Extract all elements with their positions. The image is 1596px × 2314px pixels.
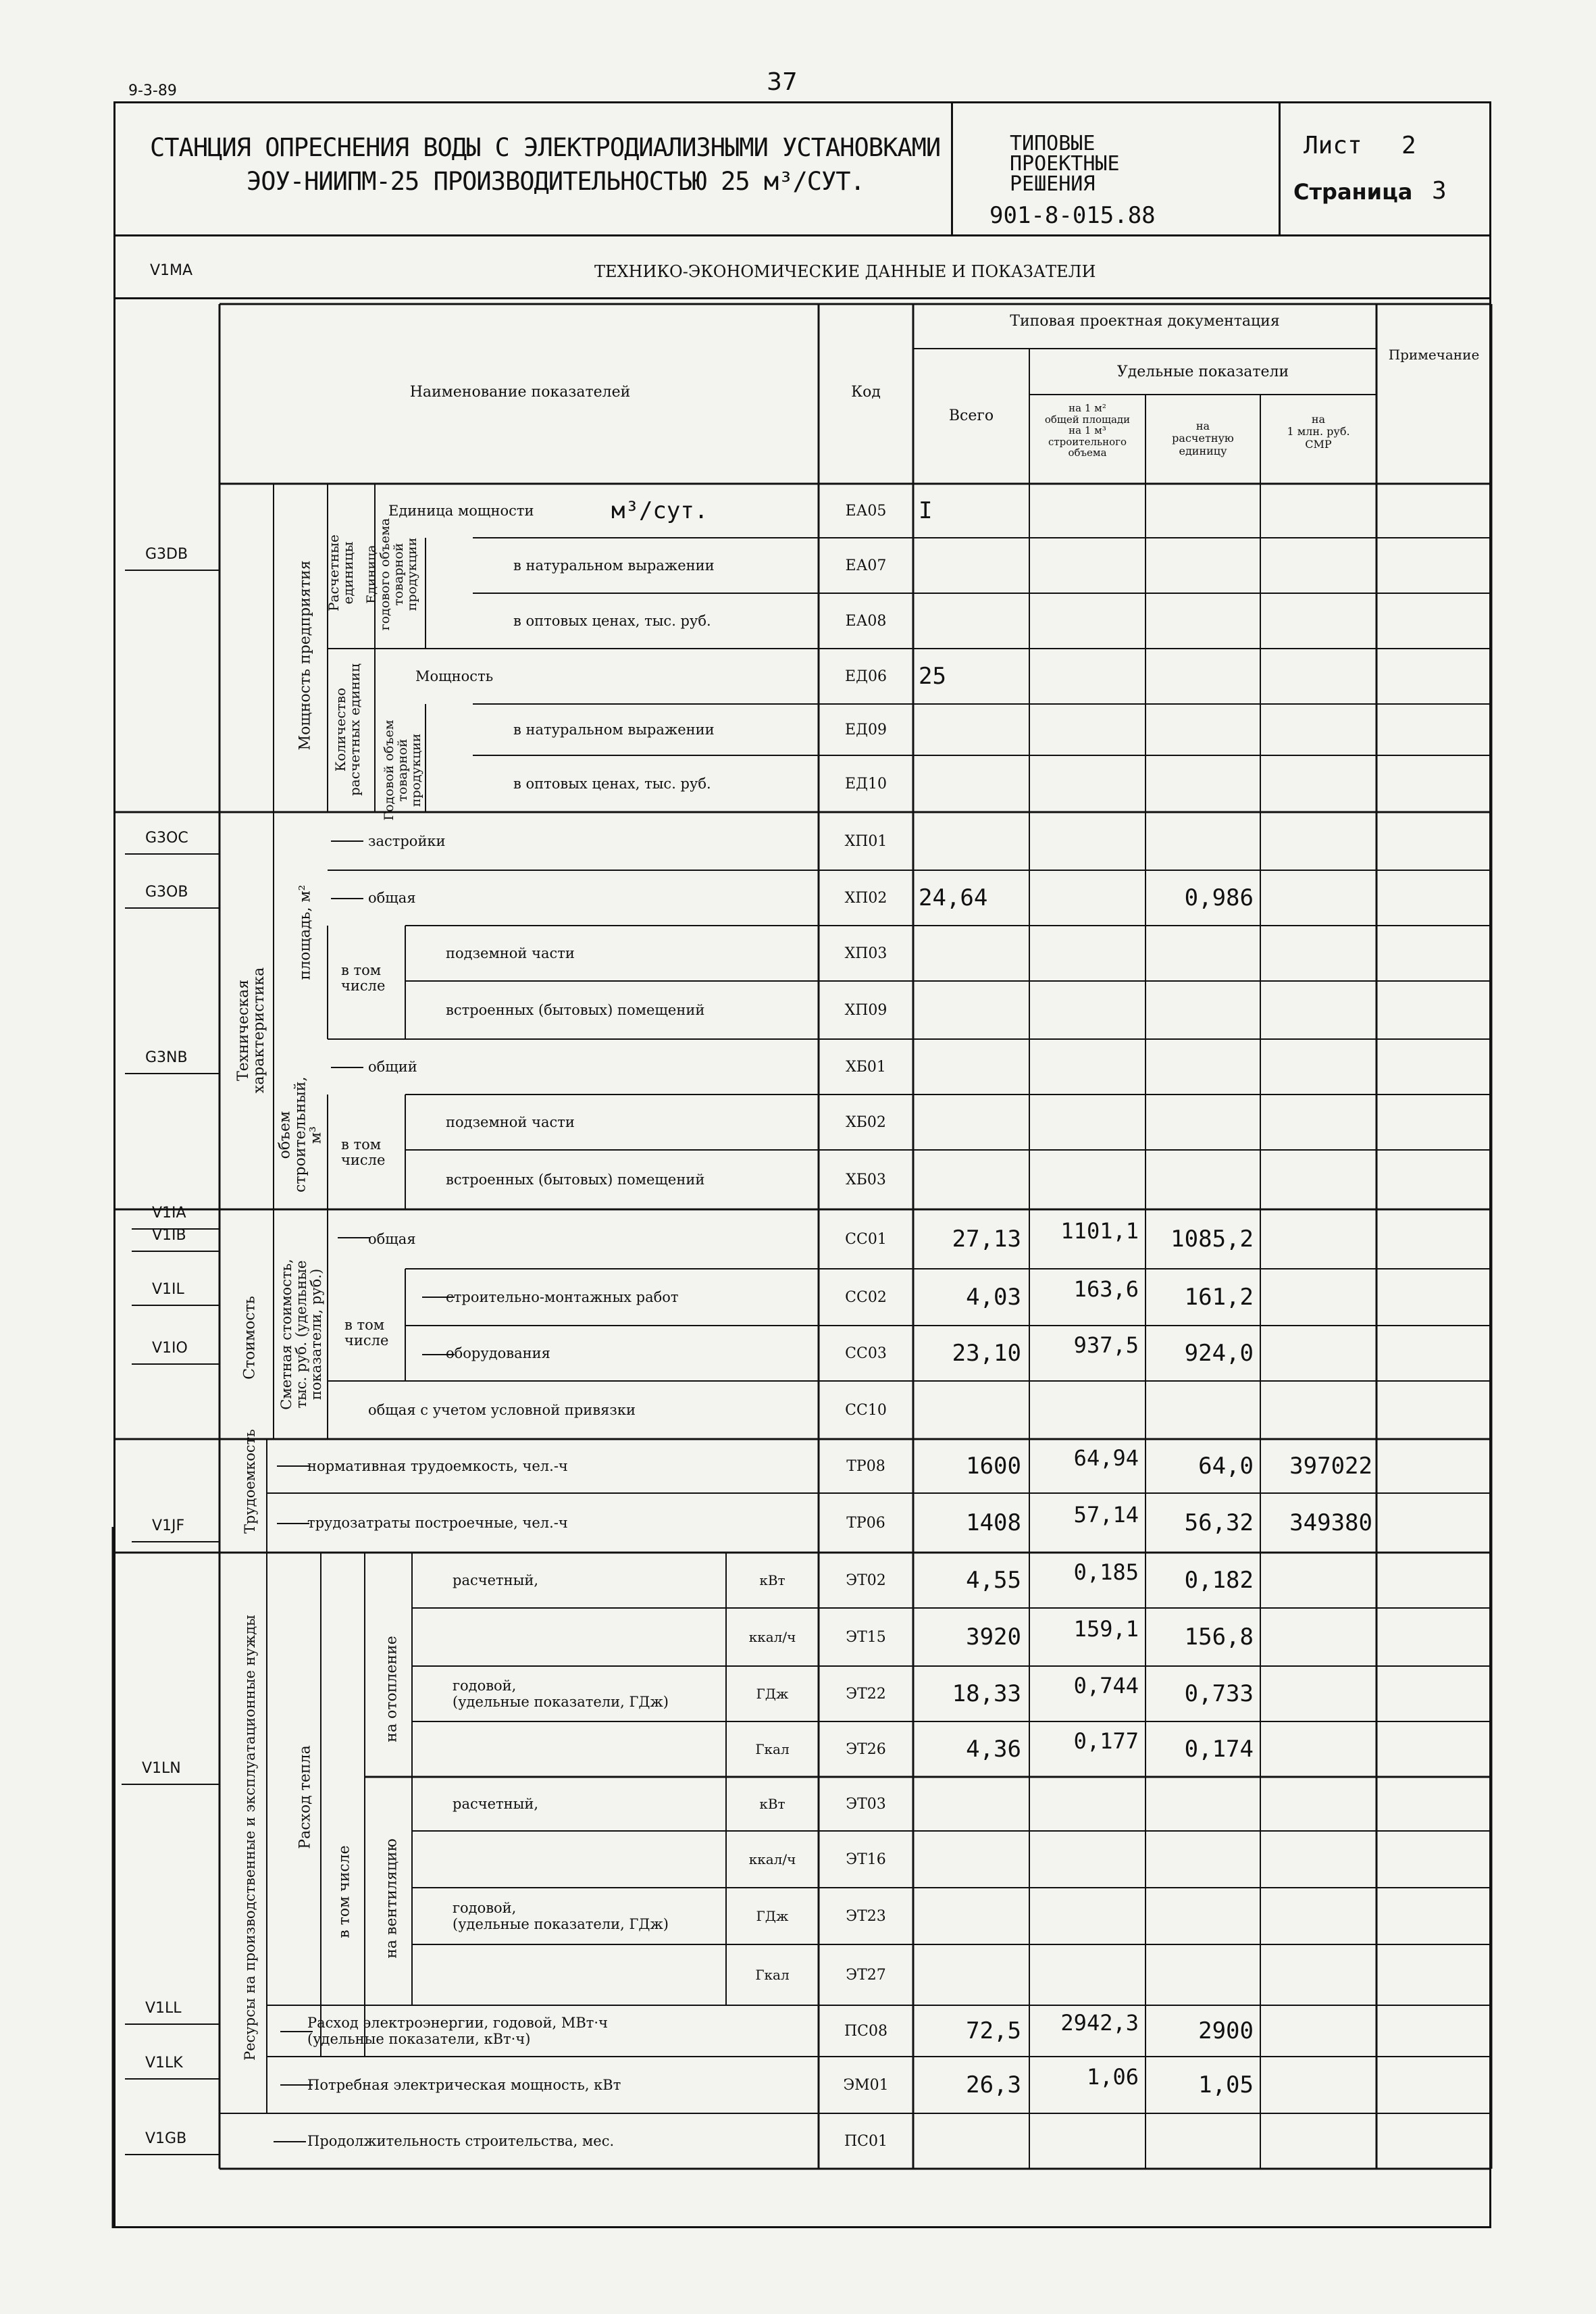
row-total: 3920 [966, 1624, 1021, 1651]
row-name: Продолжительность строительства, мес. [307, 2133, 615, 2149]
header-typical: Типовая проектная документация [1010, 312, 1280, 330]
margin-code: G3OB [145, 884, 188, 901]
row-code: ХП01 [844, 832, 887, 850]
sheet-label: Лист [1304, 132, 1362, 159]
incl-cost: в том числе [344, 1317, 389, 1349]
row-name: общая [368, 1231, 416, 1247]
row-per-mln: 397022 [1289, 1453, 1372, 1480]
row-name: в натуральном выражении [513, 557, 715, 574]
row-per-unit: 0,986 [1184, 884, 1254, 911]
row-code: ТР06 [846, 1514, 885, 1532]
row-code: ЭМ01 [843, 2076, 889, 2094]
row-unit: ккал/ч [748, 1629, 796, 1645]
row-code: ЕД09 [845, 721, 887, 738]
section-code: V1MA [150, 262, 193, 279]
row-total: 27,13 [952, 1226, 1021, 1253]
row-per-unit: 156,8 [1184, 1624, 1254, 1651]
row-per-m2: 57,14 [1073, 1502, 1139, 1528]
row-per-unit: 64,0 [1198, 1453, 1254, 1480]
station-title-2: ЭОУ-НИИПМ-25 ПРОИЗВОДИТЕЛЬНОСТЬЮ 25 м³/СУТ. [247, 167, 865, 196]
margin-code: V1LL [145, 2000, 182, 2017]
row-code: ЭТ03 [846, 1795, 886, 1813]
row-unit: Гкал [755, 1741, 790, 1757]
row-code: ХБ02 [846, 1113, 886, 1131]
row-total: 4,36 [966, 1736, 1021, 1763]
row-total: 1408 [966, 1509, 1021, 1536]
group-volume: объем строительный, м³ [276, 1076, 325, 1192]
row-name: Мощность [415, 668, 494, 684]
incl-volume: в том числе [341, 1136, 386, 1169]
standard-label-3: РЕШЕНИЯ [1010, 172, 1096, 196]
row-per-m2: 64,94 [1073, 1445, 1139, 1471]
row-code: ЕА08 [845, 612, 887, 630]
row-per-m2: 0,744 [1073, 1673, 1139, 1699]
doc-code: 9-3-89 [128, 82, 177, 99]
row-name: общий [368, 1059, 417, 1075]
margin-code: G3OC [145, 830, 188, 847]
margin-code: G3DB [145, 546, 188, 563]
row-code: ЕА07 [845, 557, 887, 574]
row-per-m2: 937,5 [1073, 1332, 1139, 1358]
row-total: 72,5 [966, 2017, 1021, 2044]
margin-code: V1IO [152, 1340, 188, 1357]
header-per-m2: на 1 м² общей площади на 1 м³ строительного объема [1044, 402, 1131, 459]
row-unit: ккал/ч [748, 1851, 796, 1867]
row-code: ЭТ22 [846, 1685, 886, 1703]
row-total: 1600 [966, 1453, 1021, 1480]
row-unit: ГДж [756, 1686, 789, 1702]
row-name: строительно-монтажных работ [446, 1289, 679, 1305]
group-heating: на отопление [383, 1636, 401, 1742]
row-name: в оптовых ценах, тыс. руб. [513, 776, 711, 792]
row-unit-label: м³/сут. [611, 497, 709, 524]
row-name: подземной части [446, 945, 575, 961]
row-code: ХП03 [844, 945, 887, 962]
row-per-m2: 1,06 [1086, 2064, 1139, 2090]
row-total: I [919, 497, 933, 524]
row-total: 4,55 [966, 1567, 1021, 1594]
group-tech: Техническая характеристика [234, 967, 267, 1094]
group-annual-volume: Годовой объем товарной продукции [382, 720, 423, 821]
row-code: ЭТ27 [846, 1966, 886, 1984]
standard-label-1: ТИПОВЫЕ [1010, 132, 1096, 155]
standard-code: 901-8-015.88 [989, 202, 1156, 229]
row-per-m2: 2942,3 [1060, 2010, 1139, 2036]
group-calc-units: Расчетные единицы [326, 534, 356, 611]
row-unit: кВт [759, 1796, 786, 1812]
row-unit: кВт [759, 1572, 786, 1588]
row-unit: ГДж [756, 1908, 789, 1924]
row-total: 18,33 [952, 1680, 1021, 1707]
row-code: ЭТ02 [846, 1571, 886, 1589]
page-label: Страница [1293, 179, 1413, 205]
group-labor: Трудоемкость [241, 1429, 258, 1534]
row-name: Единица мощности [388, 503, 534, 519]
row-code: СС02 [845, 1288, 887, 1306]
margin-code: V1GB [145, 2130, 187, 2147]
row-code: ПС08 [844, 2022, 887, 2040]
row-name: Потребная электрическая мощность, кВт [307, 2077, 621, 2093]
group-area: площадь, м² [297, 884, 314, 980]
row-name: встроенных (бытовых) помещений [446, 1172, 705, 1188]
row-code: ЕД10 [845, 775, 887, 793]
group-unit-annual: Единица годового объема товарной продукции [364, 518, 419, 631]
row-code: ХП09 [844, 1001, 887, 1019]
group-capacity: Мощность предприятия [297, 560, 314, 751]
row-code: ХБ03 [846, 1171, 886, 1188]
row-per-unit: 924,0 [1184, 1340, 1254, 1367]
row-name: встроенных (бытовых) помещений [446, 1002, 705, 1018]
header-per-mln: на 1 млн. руб. СМР [1287, 413, 1350, 451]
header-note: Примечание [1388, 347, 1480, 363]
row-name: общая [368, 890, 416, 906]
row-per-mln: 349380 [1289, 1509, 1372, 1536]
row-per-unit: 56,32 [1184, 1509, 1254, 1536]
header-total: Всего [948, 407, 994, 424]
row-name: общая с учетом условной привязки [368, 1402, 636, 1418]
margin-code: V1IA [152, 1205, 186, 1222]
row-name: Расход электроэнергии, годовой, МВт·ч (удельные показатели, кВт·ч) [307, 2015, 608, 2047]
row-code: ПС01 [844, 2132, 887, 2150]
row-code: СС03 [845, 1344, 887, 1362]
header-code: Код [851, 383, 881, 401]
incl-area: в том числе [341, 962, 386, 995]
row-total: 23,10 [952, 1340, 1021, 1367]
row-code: ЕА05 [845, 502, 887, 520]
margin-code: V1LN [142, 1760, 181, 1777]
group-estimate: Сметная стоимость, тыс. руб. (удельные показатели, руб.) [278, 1259, 325, 1410]
row-code: СС10 [845, 1401, 887, 1419]
standard-label-2: ПРОЕКТНЫЕ [1010, 152, 1120, 176]
row-code: ХП02 [844, 889, 887, 907]
row-per-unit: 0,182 [1184, 1567, 1254, 1594]
row-total: 26,3 [966, 2071, 1021, 2098]
section-title: ТЕХНИКО-ЭКОНОМИЧЕСКИЕ ДАННЫЕ И ПОКАЗАТЕЛИ [594, 262, 1096, 281]
row-name: трудозатраты построечные, чел.-ч [307, 1515, 568, 1531]
group-heat-incl: в том числе [336, 1845, 353, 1938]
row-code: ЭТ23 [846, 1907, 886, 1925]
margin-code: V1IL [152, 1281, 184, 1298]
header-per-unit: на расчетную единицу [1172, 420, 1234, 457]
row-per-unit: 161,2 [1184, 1284, 1254, 1311]
row-per-m2: 159,1 [1073, 1616, 1139, 1642]
header-specific: Удельные показатели [1116, 363, 1289, 380]
group-heat: Расход тепла [297, 1745, 314, 1849]
row-per-unit: 1085,2 [1170, 1226, 1254, 1253]
header-name: Наименование показателей [409, 383, 631, 401]
row-name: подземной части [446, 1114, 575, 1130]
row-per-m2: 1101,1 [1060, 1218, 1139, 1244]
group-count-units: Количество расчетных единиц [332, 663, 363, 796]
row-total: 24,64 [919, 884, 988, 911]
row-code: ЭТ15 [846, 1628, 886, 1646]
row-per-m2: 0,185 [1073, 1559, 1139, 1585]
group-ventilation: на вентиляцию [383, 1838, 401, 1959]
group-resources: Ресурсы на производственные и эксплуатационные нужды [241, 1615, 258, 2061]
row-per-unit: 0,733 [1184, 1680, 1254, 1707]
row-code: ЭТ26 [846, 1740, 886, 1758]
row-name: расчетный, [453, 1572, 539, 1588]
row-unit: Гкал [755, 1967, 790, 1983]
row-code: ЕД06 [845, 668, 887, 685]
row-code: ЭТ16 [846, 1851, 886, 1868]
row-code: ХБ01 [846, 1058, 886, 1076]
row-total: 4,03 [966, 1284, 1021, 1311]
row-per-m2: 0,177 [1073, 1728, 1139, 1754]
row-per-unit: 2900 [1198, 2017, 1254, 2044]
row-total: 25 [919, 663, 946, 690]
row-name: нормативная трудоемкость, чел.-ч [307, 1458, 568, 1474]
row-per-unit: 0,174 [1184, 1736, 1254, 1763]
row-name: расчетный, [453, 1796, 539, 1812]
margin-code: G3NB [145, 1049, 188, 1066]
row-per-m2: 163,6 [1073, 1276, 1139, 1302]
row-name: оборудования [446, 1345, 550, 1361]
row-name: годовой, (удельные показатели, ГДж) [453, 1678, 669, 1710]
page-number: 37 [767, 68, 798, 96]
row-per-unit: 1,05 [1198, 2071, 1254, 2098]
row-code: ТР08 [846, 1457, 885, 1475]
group-cost: Стоимость [241, 1296, 259, 1380]
station-title: СТАНЦИЯ ОПРЕСНЕНИЯ ВОДЫ С ЭЛЕКТРОДИАЛИЗНЫМИ УСТАНОВКАМИ [150, 133, 941, 162]
margin-code: V1LK [145, 2055, 183, 2071]
row-name: годовой, (удельные показатели, ГДж) [453, 1900, 669, 1932]
row-name: в оптовых ценах, тыс. руб. [513, 613, 711, 629]
row-name: застройки [368, 833, 446, 849]
margin-code: V1IB [152, 1227, 186, 1244]
page-value: 3 [1432, 177, 1447, 205]
row-code: СС01 [845, 1230, 887, 1248]
margin-code: V1JF [152, 1517, 185, 1534]
sheet-value: 2 [1401, 132, 1416, 159]
row-name: в натуральном выражении [513, 722, 715, 738]
